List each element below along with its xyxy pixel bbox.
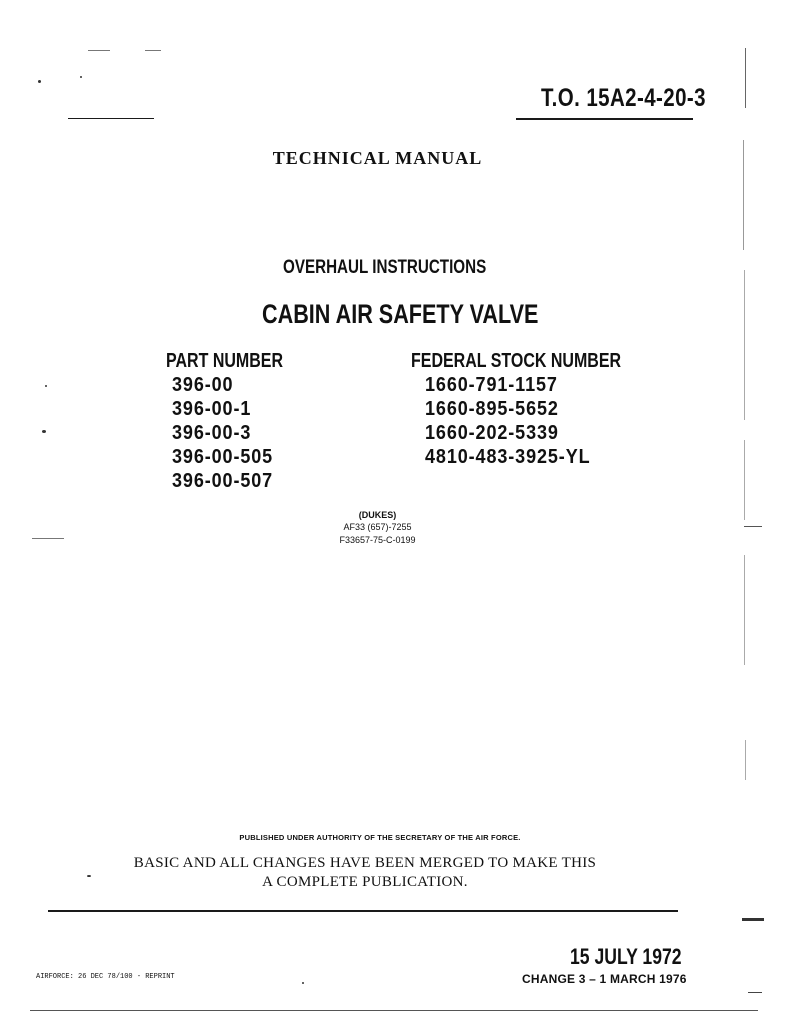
part-number: 396-00-3 <box>172 422 252 444</box>
part-number: 396-00-505 <box>172 446 274 468</box>
stock-number: 1660-202-5339 <box>425 422 559 444</box>
change-notice: CHANGE 3 – 1 MARCH 1976 <box>522 972 687 986</box>
publication-date: 15 JULY 1972 <box>570 944 682 969</box>
part-number: 396-00 <box>172 374 234 396</box>
part-number: 396-00-507 <box>172 470 274 492</box>
header-rule-left <box>68 118 154 119</box>
subtitle: OVERHAUL INSTRUCTIONS <box>283 257 487 278</box>
authority-statement: PUBLISHED UNDER AUTHORITY OF THE SECRETARY OF THE AIR FORCE. <box>239 833 521 842</box>
stock-number: 1660-791-1157 <box>425 374 558 396</box>
stock-number: 4810-483-3925-YL <box>425 446 591 468</box>
header-rule-right <box>516 118 693 120</box>
to-number: T.O. 15A2-4-20-3 <box>541 84 706 112</box>
page-title: CABIN AIR SAFETY VALVE <box>262 299 539 329</box>
contract-number: F33657-75-C-0199 <box>339 535 416 545</box>
footer-rule <box>48 910 678 912</box>
bottom-rule <box>30 1010 758 1011</box>
stock-number: 1660-895-5652 <box>425 398 559 420</box>
reprint-note: AIRFORCE: 26 DEC 78/100 - REPRINT <box>36 973 175 981</box>
part-number-header: PART NUMBER <box>166 350 284 372</box>
merged-notice-line2: A COMPLETE PUBLICATION. <box>262 874 468 890</box>
manual-type: TECHNICAL MANUAL <box>272 148 483 168</box>
part-number: 396-00-1 <box>172 398 252 420</box>
stock-number-header: FEDERAL STOCK NUMBER <box>411 350 622 372</box>
contractor-name: (DUKES) <box>358 510 397 520</box>
merged-notice-line1: BASIC AND ALL CHANGES HAVE BEEN MERGED TO MAKE THIS <box>133 855 597 871</box>
contractor-code: AF33 (657)-7255 <box>343 522 412 532</box>
